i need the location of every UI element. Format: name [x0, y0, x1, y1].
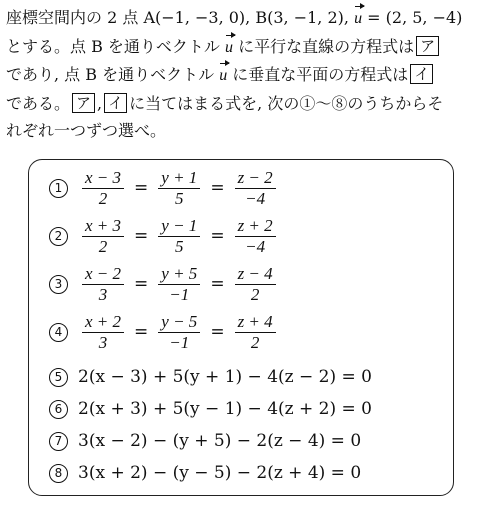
choice-marker: 5: [49, 368, 68, 387]
plane-equation: 3(x − 2) − (y + 5) − 2(z − 4) = 0: [78, 431, 362, 451]
problem-text: に垂直な平面の方程式は: [232, 65, 409, 84]
equals-sign: =: [134, 322, 149, 342]
numerator: z − 4: [235, 264, 276, 285]
choice-5[interactable]: [49, 362, 372, 392]
equals-sign: =: [210, 322, 225, 342]
denominator: 3: [98, 332, 108, 352]
problem-line-5: れぞれ一つずつ選べ。: [6, 121, 167, 140]
problem-text: である。: [6, 93, 71, 113]
problem-text: 座標空間内の 2 点 A(−1, −3, 0), B(3, −1, 2),: [6, 8, 349, 27]
choice-1[interactable]: [49, 166, 280, 210]
choice-4[interactable]: [49, 310, 280, 354]
problem-line-3: [6, 61, 474, 90]
problem-line-1: [6, 4, 474, 33]
equals-sign: =: [210, 178, 225, 198]
answer-box-i-ref[interactable]: イ: [104, 93, 127, 113]
choice-marker: 1: [49, 179, 68, 198]
numerator: y − 1: [158, 216, 200, 237]
choices-panel: [28, 159, 454, 496]
denominator: −4: [245, 236, 266, 256]
denominator: 2: [250, 284, 260, 304]
numerator: x + 2: [82, 312, 124, 333]
denominator: 5: [175, 188, 184, 208]
plane-equation: 2(x + 3) + 5(y − 1) − 4(z + 2) = 0: [78, 399, 372, 419]
numerator: z + 4: [235, 312, 276, 333]
fraction: [158, 168, 200, 209]
choice-marker: 4: [49, 323, 68, 342]
plane-equation: 2(x − 3) + 5(y + 1) − 4(z − 2) = 0: [78, 367, 372, 387]
choice-marker: 8: [49, 464, 68, 483]
fraction: [235, 264, 276, 305]
choice-marker: 6: [49, 400, 68, 419]
numerator: y − 5: [158, 312, 200, 333]
choice-3[interactable]: [49, 262, 280, 306]
equals-sign: =: [134, 226, 149, 246]
fraction: [82, 168, 124, 209]
equals-sign: =: [134, 274, 149, 294]
plane-equation: 3(x + 2) − (y − 5) − 2(z + 4) = 0: [78, 463, 362, 483]
fraction: [82, 264, 124, 305]
denominator: −1: [169, 284, 190, 304]
choice-marker: 7: [49, 432, 68, 451]
problem-text: に平行な直線の方程式は: [238, 36, 415, 56]
problem-text: に当てはまる式を, 次の①〜⑧のうちからそ: [129, 93, 444, 113]
problem-text: = (2, 5, −4): [367, 8, 463, 27]
vector-u: u: [225, 34, 233, 62]
fraction: [235, 312, 276, 353]
fraction: [82, 216, 124, 257]
choice-2[interactable]: [49, 214, 280, 258]
numerator: y + 1: [158, 168, 200, 189]
denominator: 2: [98, 188, 108, 208]
equals-sign: =: [134, 178, 149, 198]
choice-marker: 3: [49, 275, 68, 294]
numerator: z + 2: [235, 216, 276, 237]
numerator: x + 3: [82, 216, 124, 237]
numerator: x − 2: [82, 264, 124, 285]
numerator: x − 3: [82, 168, 124, 189]
equals-sign: =: [210, 226, 225, 246]
equals-sign: =: [210, 274, 225, 294]
separator: ,: [97, 93, 103, 113]
answer-box-a-ref[interactable]: ア: [72, 93, 95, 113]
problem-text: であり, 点 B を通りベクトル: [6, 65, 215, 84]
problem-line-2: [6, 33, 474, 62]
denominator: 2: [98, 236, 108, 256]
vector-u: u: [219, 62, 227, 90]
problem-statement: [6, 4, 474, 145]
fraction: [82, 312, 124, 353]
vector-u: u: [354, 5, 362, 33]
denominator: 3: [98, 284, 108, 304]
denominator: 2: [250, 332, 260, 352]
denominator: 5: [175, 236, 184, 256]
fraction: [158, 312, 200, 353]
choice-7[interactable]: [49, 426, 361, 456]
denominator: −4: [245, 188, 266, 208]
answer-box-a[interactable]: ア: [416, 36, 439, 56]
problem-text: とする。点 B を通りベクトル: [6, 36, 220, 56]
fraction: [235, 216, 276, 257]
numerator: y + 5: [158, 264, 200, 285]
choice-marker: 2: [49, 227, 68, 246]
answer-box-i[interactable]: イ: [410, 64, 433, 84]
numerator: z − 2: [235, 168, 276, 189]
fraction: [158, 264, 200, 305]
fraction: [158, 216, 200, 257]
fraction: [235, 168, 276, 209]
denominator: −1: [169, 332, 190, 352]
problem-line-4: [6, 90, 474, 118]
choice-8[interactable]: [49, 458, 361, 488]
choice-6[interactable]: [49, 394, 372, 424]
